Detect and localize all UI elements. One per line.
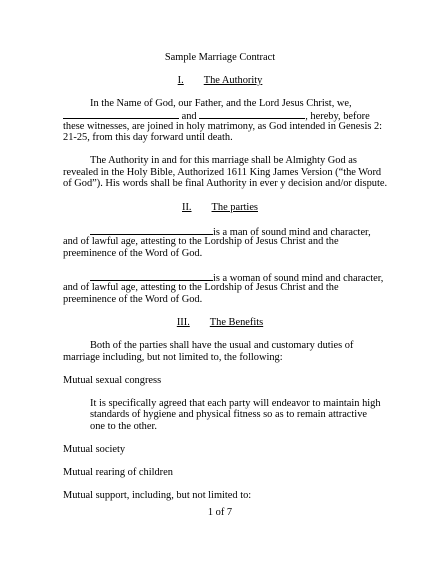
section-title: The Benefits xyxy=(209,317,264,328)
name-blank xyxy=(90,271,213,281)
paragraph-line: standards of hygiene and physical fitness so as to remain attractive xyxy=(90,409,368,420)
woman-description: is a woman of sound mind and character, xyxy=(213,273,384,284)
paragraph-line: one to the other. xyxy=(90,421,157,432)
paragraph-line: marriage including, but not limited to, the following: xyxy=(63,352,283,363)
benefit-item: Mutual rearing of children xyxy=(63,467,173,478)
page-number: 1 of 7 xyxy=(207,507,233,518)
hereby-text: , hereby, before xyxy=(305,111,370,122)
paragraph-line: these witnesses, are joined in holy matrimony, as God intended in Genesis 2: xyxy=(63,121,383,132)
benefit-item: Mutual support, including, but not limited to: xyxy=(63,490,252,501)
section-numeral: III. xyxy=(176,317,190,328)
section-numeral: I. xyxy=(177,75,184,86)
benefit-item: Mutual society xyxy=(63,444,126,455)
document-title: Sample Marriage Contract xyxy=(164,52,276,63)
and-text: and xyxy=(181,111,197,122)
benefit-item: Mutual sexual congress xyxy=(63,375,162,386)
name-blank xyxy=(199,109,305,119)
section-heading-authority xyxy=(0,75,440,87)
paragraph-line: It is specifically agreed that each party will endeavor to maintain high xyxy=(90,398,381,409)
paragraph-line: In the Name of God, our Father, and the Lord Jesus Christ, we, xyxy=(90,98,352,109)
section-numeral: II. xyxy=(182,202,192,213)
section-title: The Authority xyxy=(203,75,263,86)
name-blank xyxy=(90,225,213,235)
paragraph-line: and of lawful age, attesting to the Lordship of Jesus Christ and the xyxy=(63,236,339,247)
paragraph-line: preeminence of the Word of God. xyxy=(63,294,203,305)
paragraph-line: revealed in the Holy Bible, Authorized 1611 King James Version (“the Word xyxy=(63,167,382,178)
section-heading-parties xyxy=(0,202,440,214)
paragraph-line: and of lawful age, attesting to the Lordship of Jesus Christ and the xyxy=(63,282,339,293)
paragraph-line: Both of the parties shall have the usual and customary duties of xyxy=(90,340,354,351)
man-description: is a man of sound mind and character, xyxy=(213,227,371,238)
section-title: The parties xyxy=(211,202,258,213)
paragraph-line: of God”). His words shall be final Authority in ever y decision and/or dispute. xyxy=(63,178,388,189)
paragraph-line: The Authority in and for this marriage shall be Almighty God as xyxy=(90,155,357,166)
paragraph-line: preeminence of the Word of God. xyxy=(63,248,203,259)
name-blank xyxy=(63,109,179,119)
section-heading-benefits xyxy=(0,317,440,329)
paragraph-line: 21-25, from this day forward until death. xyxy=(63,132,233,143)
